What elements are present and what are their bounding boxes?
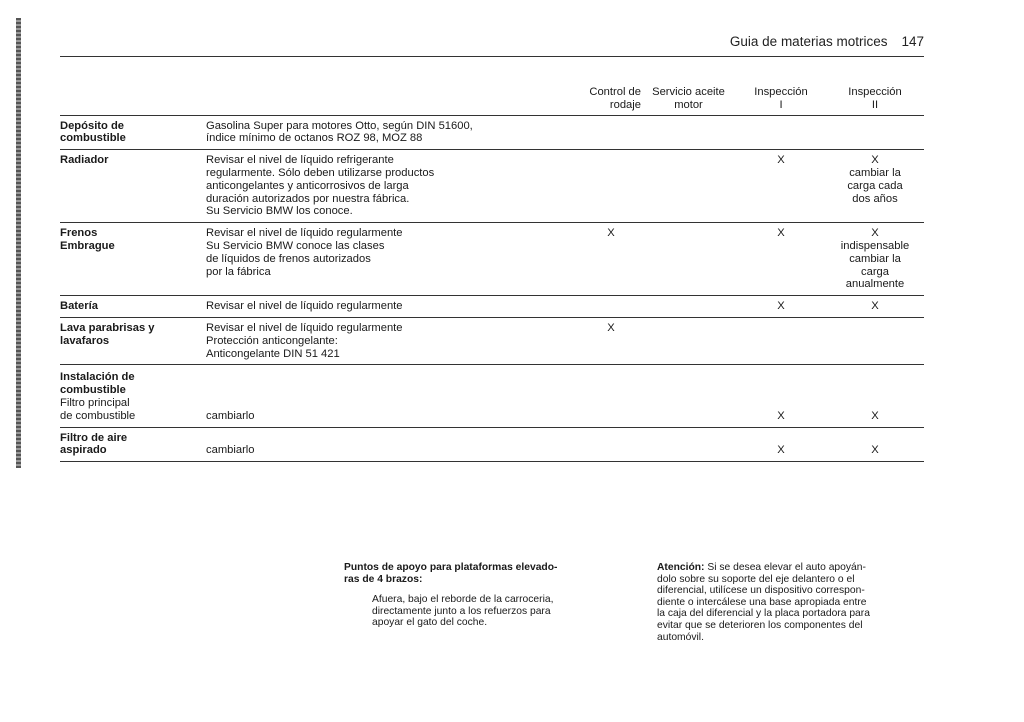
page-header (60, 34, 924, 49)
attention-line: evitar que se deterioren los componentes del (657, 619, 863, 631)
header-empty-1 (60, 86, 206, 115)
mark-text: X (871, 444, 879, 457)
mark-control-rodaje (581, 223, 641, 296)
category-line: Embrague (60, 239, 115, 252)
mark-inspeccion-1 (736, 150, 826, 223)
table-row-filtro-aire (60, 427, 924, 462)
row-category (60, 150, 206, 223)
mark-servicio-aceite (641, 427, 736, 462)
mark-text: X (607, 321, 615, 334)
title-line: ras de 4 brazos: (344, 573, 423, 585)
mark-inspeccion-1 (736, 223, 826, 296)
mark-text: X (777, 300, 785, 313)
lift-points-title (344, 562, 627, 585)
header-line: Control de (589, 86, 641, 98)
description-line: Revisar el nivel de líquido regularmente (206, 227, 403, 240)
table-row (60, 223, 924, 296)
mark-inspeccion-2 (826, 296, 924, 318)
row-category (60, 427, 206, 462)
mark-text: X (777, 227, 785, 240)
mark-servicio-aceite (641, 150, 736, 223)
row-category (60, 223, 206, 296)
category-line: combustible (60, 384, 126, 397)
maintenance-table-wrap (60, 86, 924, 462)
description-line: Gasolina Super para motores Otto, según DIN 51600, (206, 119, 473, 132)
mark-text: cambiar la (849, 252, 901, 265)
table-row-instalacion (60, 365, 924, 427)
table-row (60, 150, 924, 223)
row-category (60, 115, 206, 150)
description-line: Revisar el nivel de líquido refrigerante (206, 154, 394, 167)
attention-line: Si se desea elevar el auto apoyán- (704, 562, 866, 573)
header-line: II (871, 98, 879, 111)
header-title: Guia de materias motrices (729, 34, 888, 49)
mark-servicio-aceite (641, 317, 736, 364)
table-header-row (60, 86, 924, 115)
mark-inspeccion-1 (736, 296, 826, 318)
mark-inspeccion-2 (826, 115, 924, 150)
mark-inspeccion-1 (736, 427, 826, 462)
mark-servicio-aceite (641, 115, 736, 150)
attention-line: la caja del diferencial y la placa portadora para (657, 608, 870, 620)
header-line: Inspección (754, 86, 808, 98)
header-empty-2 (206, 86, 581, 115)
description-line: regularmente. Sólo deben utilizarse productos (206, 166, 435, 179)
title-line: Puntos de apoyo para plataformas elevado- (344, 562, 558, 573)
header-line: Servicio aceite (652, 86, 725, 98)
row-description (206, 317, 581, 364)
category-line: Depósito de (60, 119, 125, 132)
body-line: Afuera, bajo el reborde de la carroceria, (372, 594, 554, 606)
mark-text: indispensable (840, 239, 910, 252)
row-category (60, 296, 206, 318)
mark-text: anualmente (845, 278, 905, 291)
header-line: I (779, 98, 783, 111)
row-description (206, 427, 581, 462)
attention-line: automóvil. (657, 631, 704, 643)
binding-edge (16, 18, 21, 468)
description-line: Su Servicio BMW conoce las clases (206, 239, 385, 252)
table-row (60, 317, 924, 364)
category-line: aspirado (60, 444, 107, 457)
header-inspeccion-1 (736, 86, 826, 115)
body-line: directamente junto a los refuerzos para (372, 605, 551, 617)
mark-inspeccion-2 (826, 317, 924, 364)
row-description (206, 150, 581, 223)
description-line: Su Servicio BMW los conoce. (206, 205, 353, 218)
mark-control-rodaje (581, 296, 641, 318)
body-line: apoyar el gato del coche. (372, 617, 488, 629)
mark-control-rodaje (581, 365, 641, 427)
header-line: Inspección (848, 86, 902, 98)
header-servicio-aceite (641, 86, 736, 115)
row-category (60, 317, 206, 364)
description-line: cambiarlo (206, 444, 255, 457)
mark-inspeccion-1 (736, 317, 826, 364)
category-line: Instalación de (60, 371, 135, 384)
attention-line: diferencial, utilícese un dispositivo correspon- (657, 585, 865, 597)
mark-text: X (871, 227, 879, 240)
mark-text: X (871, 409, 879, 422)
mark-inspeccion-2 (826, 223, 924, 296)
mark-inspeccion-2 (826, 427, 924, 462)
header-inspeccion-2 (826, 86, 924, 115)
mark-text: X (871, 300, 879, 313)
category-line: Radiador (60, 154, 109, 167)
category-line: Filtro de aire (60, 431, 128, 444)
lift-points-body (372, 594, 627, 629)
attention-lead: Atención: (657, 562, 705, 573)
subcategory-line: Filtro principal (60, 396, 130, 409)
mark-inspeccion-2 (826, 150, 924, 223)
description-line: Anticongelante DIN 51 421 (206, 347, 340, 360)
description-line: Revisar el nivel de líquido regularmente (206, 300, 403, 313)
mark-text: carga cada (847, 179, 903, 192)
attention-note (657, 562, 923, 643)
row-description (206, 223, 581, 296)
attention-line: dolo sobre su soporte del eje delantero o el (657, 573, 855, 585)
description-line: Revisar el nivel de líquido regularmente (206, 321, 403, 334)
header-rule (60, 56, 924, 57)
header-line: rodaje (609, 98, 641, 111)
mark-control-rodaje (581, 115, 641, 150)
mark-text: X (777, 444, 785, 457)
description-line: índice mínimo de octanos ROZ 98, MOZ 88 (206, 132, 423, 145)
category-line: lavafaros (60, 334, 110, 347)
mark-text: carga (861, 265, 889, 278)
header-line: motor (674, 98, 703, 111)
description-line: Protección anticongelante: (206, 334, 338, 347)
mark-inspeccion-2 (826, 365, 924, 427)
category-line: Frenos (60, 227, 98, 240)
mark-control-rodaje (581, 150, 641, 223)
description-line: cambiarlo (206, 409, 255, 422)
description-line: por la fábrica (206, 265, 271, 278)
category-line: Lava parabrisas y (60, 321, 155, 334)
page-number: 147 (901, 34, 924, 49)
mark-text: X (607, 227, 615, 240)
mark-servicio-aceite (641, 365, 736, 427)
mark-text: X (777, 154, 785, 167)
description-line: anticongelantes y anticorrosivos de larga (206, 179, 409, 192)
mark-inspeccion-1 (736, 115, 826, 150)
table-row (60, 296, 924, 318)
description-line: de líquidos de frenos autorizados (206, 252, 371, 265)
mark-control-rodaje (581, 427, 641, 462)
mark-inspeccion-1 (736, 365, 826, 427)
attention-line: diente o intercálese una base apropiada entre (657, 596, 867, 608)
row-description (206, 296, 581, 318)
header-control-rodaje (581, 86, 641, 115)
mark-text: cambiar la (849, 166, 901, 179)
mark-text: X (871, 154, 879, 167)
maintenance-table (60, 86, 924, 462)
mark-servicio-aceite (641, 223, 736, 296)
mark-text: X (777, 409, 785, 422)
category-line: Batería (60, 300, 98, 313)
mark-servicio-aceite (641, 296, 736, 318)
mark-control-rodaje (581, 317, 641, 364)
subcategory-line: de combustible (60, 409, 136, 422)
row-description (206, 115, 581, 150)
table-row (60, 115, 924, 150)
row-description (206, 365, 581, 427)
category-line: combustible (60, 132, 126, 145)
row-category (60, 365, 206, 427)
lift-points-note (344, 562, 627, 629)
mark-text: dos años (852, 192, 898, 205)
description-line: duración autorizados por nuestra fábrica. (206, 192, 410, 205)
